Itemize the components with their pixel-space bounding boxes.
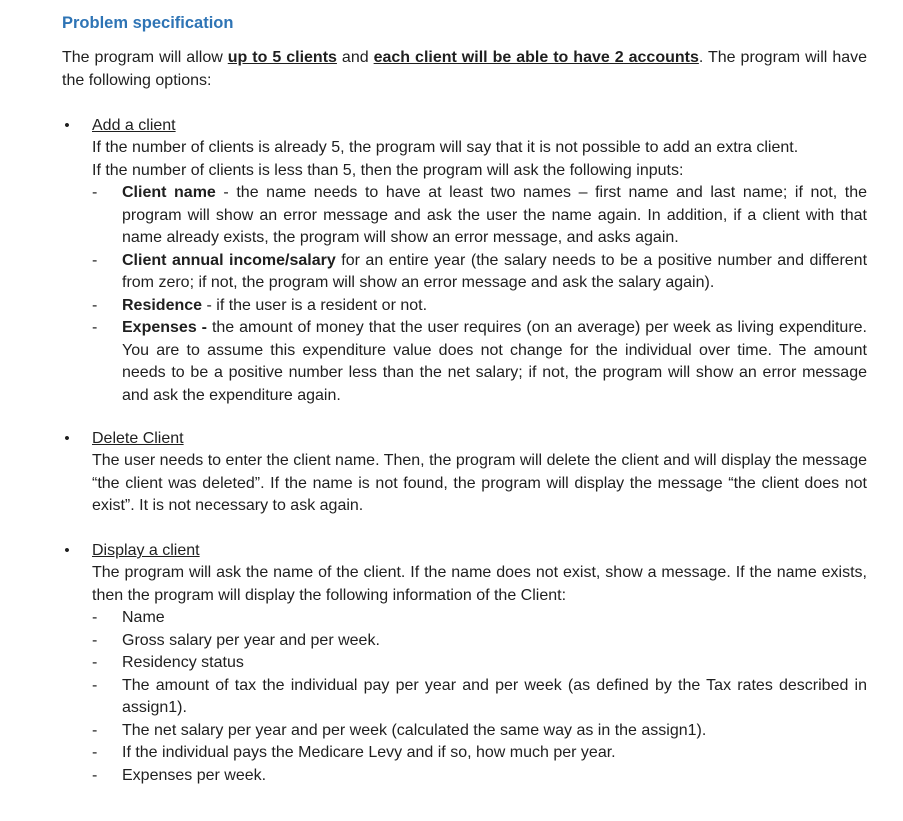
delete-paragraph: The user needs to enter the client name. Then, the program will delete the client and will display the message “the client was deleted”. If the name is not found, the program will display the message “the client does not exist”. It is not necessary to ask again. bbox=[92, 452, 867, 514]
bullet-icon: • bbox=[64, 542, 70, 559]
section-heading: Problem specification bbox=[62, 14, 234, 32]
dash-marker: - bbox=[92, 251, 98, 269]
bullet-row-delete bbox=[62, 427, 867, 450]
dash-marker: - bbox=[92, 744, 98, 761]
list-item bbox=[92, 720, 867, 743]
bullet-row-add bbox=[62, 114, 867, 137]
intro-text-end: . The program will have the following options: bbox=[62, 49, 868, 89]
item-label: Client name bbox=[122, 184, 216, 201]
list-item bbox=[92, 630, 867, 653]
list-item bbox=[92, 317, 867, 407]
display-paragraph: The program will ask the name of the client. If the name does not exist, show a message. If the name exists, then the program will display the following information of the Client: bbox=[92, 564, 867, 604]
add-line-1: If the number of clients is already 5, the program will say that it is not possible to add an extra client. bbox=[92, 139, 799, 156]
bullet-row-display bbox=[62, 539, 867, 562]
dash-marker: - bbox=[92, 319, 98, 336]
item-text: Name bbox=[122, 609, 165, 626]
intro-text-start: The program will allow bbox=[62, 49, 228, 66]
add-input-list bbox=[62, 182, 867, 407]
intro-emphasis-clients: up to 5 clients bbox=[227, 49, 337, 66]
item-text: for an entire year (the salary needs to be a positive number and different from zero; if not, the program will show an error message and ask the salary again). bbox=[122, 251, 868, 291]
dash-marker: - bbox=[92, 609, 98, 626]
dash-marker: - bbox=[92, 184, 98, 201]
dash-marker: - bbox=[92, 631, 98, 649]
item-text: The net salary per year and per week (calculated the same way as in the assign1). bbox=[122, 721, 707, 739]
list-item bbox=[92, 765, 867, 788]
title-delete-client: Delete Client bbox=[92, 430, 184, 447]
item-label: Client annual income/salary bbox=[122, 251, 336, 269]
dash-marker: - bbox=[92, 296, 98, 314]
dash-marker: - bbox=[92, 766, 98, 784]
display-info-list bbox=[62, 607, 867, 787]
item-text: the amount of money that the user requires (on an average) per week as living expenditure. You are to assume this expenditure value does not change for the individual over time. The amount needs to be a positive number less than the net salary; if not, the program will show an error message and ask the expenditure again. bbox=[122, 319, 868, 404]
title-display-client: Display a client bbox=[92, 542, 200, 559]
item-text: The amount of tax the individual pay per year and per week (as defined by the Tax rates described in assign1). bbox=[122, 676, 867, 716]
item-label: Expenses - bbox=[122, 319, 207, 336]
list-item bbox=[92, 182, 867, 250]
dash-marker: - bbox=[92, 721, 98, 739]
bullet-icon: • bbox=[64, 117, 70, 134]
intro-paragraph bbox=[62, 46, 867, 92]
dash-marker: - bbox=[92, 654, 98, 671]
intro-emphasis-accounts: each client will be able to have 2 accounts bbox=[373, 49, 699, 66]
item-text: - the name needs to have at least two names – first name and last name; if not, the program will show an error message and ask the user the name again. In addition, if a client with that name already exists, the program will show an error message, and asks again. bbox=[122, 184, 868, 246]
list-item bbox=[92, 675, 867, 720]
item-text: Gross salary per year and per week. bbox=[122, 631, 380, 649]
list-item bbox=[92, 652, 867, 675]
section-add-client bbox=[62, 114, 867, 407]
item-text: If the individual pays the Medicare Levy and if so, how much per year. bbox=[122, 744, 616, 761]
list-item bbox=[92, 742, 867, 765]
list-item bbox=[92, 295, 867, 318]
item-text: Expenses per week. bbox=[122, 766, 267, 784]
section-delete-client bbox=[62, 427, 867, 518]
list-item bbox=[92, 250, 867, 295]
item-label: Residence bbox=[122, 296, 203, 314]
add-line-2: If the number of clients is less than 5, then the program will ask the following inputs: bbox=[92, 161, 684, 179]
bullet-icon: • bbox=[64, 430, 70, 447]
dash-marker: - bbox=[92, 676, 98, 694]
intro-text-mid: and bbox=[336, 49, 374, 66]
item-text: - if the user is a resident or not. bbox=[202, 296, 428, 314]
title-add-client: Add a client bbox=[92, 117, 176, 134]
section-display-client bbox=[62, 539, 867, 787]
list-item bbox=[92, 607, 867, 630]
item-text: Residency status bbox=[122, 654, 244, 671]
